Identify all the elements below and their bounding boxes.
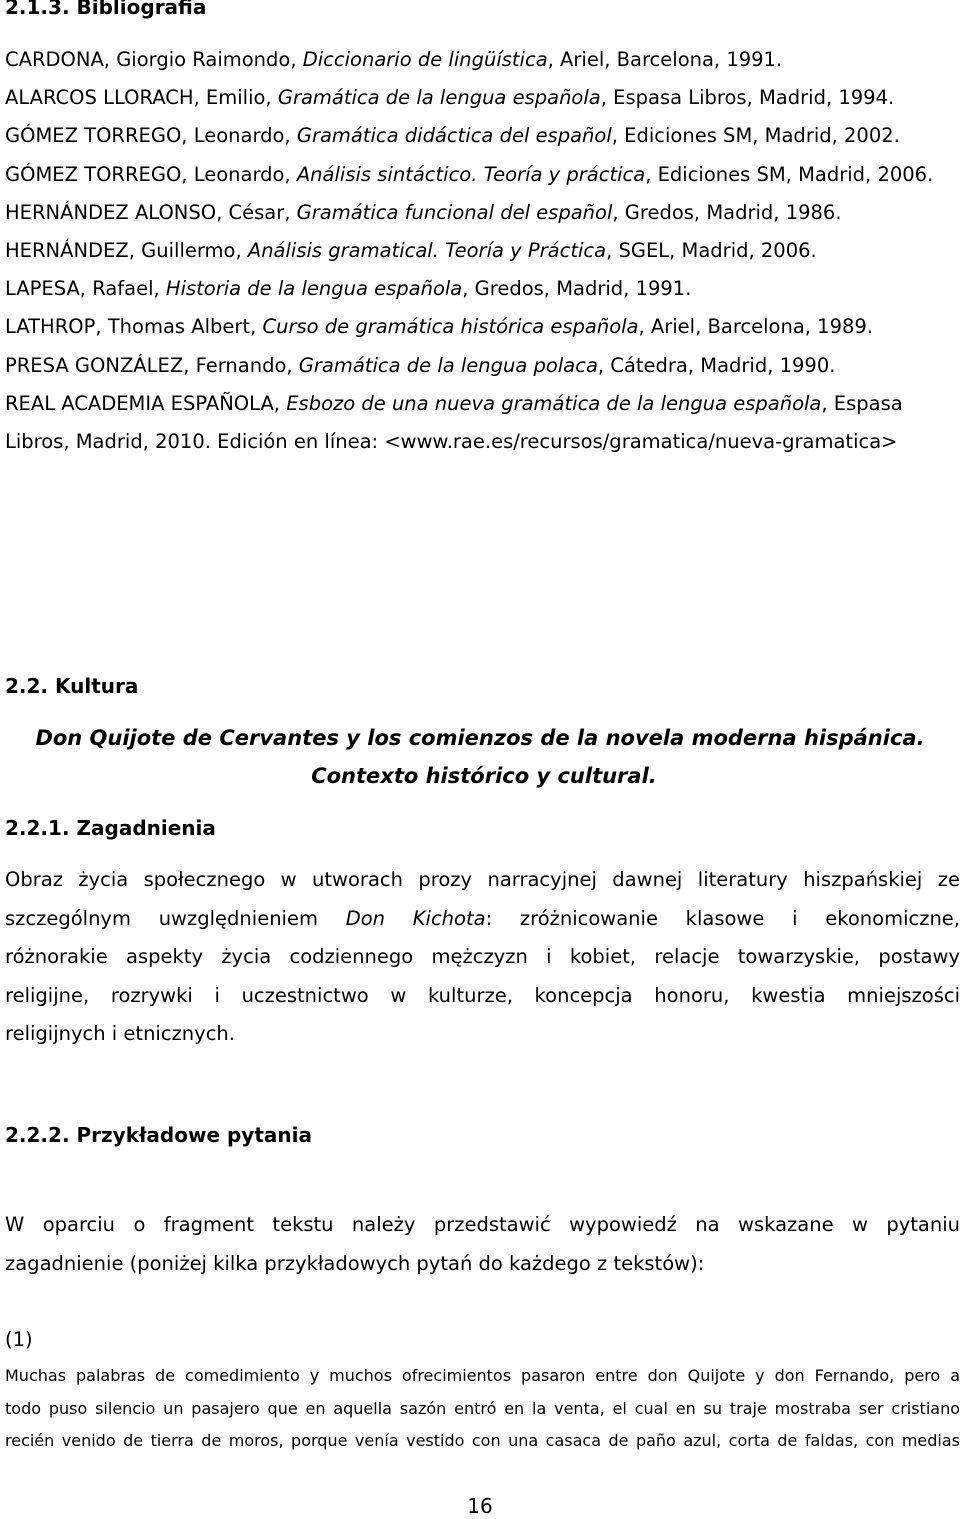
section-title-zagadnienia: 2.2.1. Zagadnienia xyxy=(5,816,216,840)
pytania-intro-line-2: zagadnienie (poniżej kilka przykładowych pytań do każdego z tekstów): xyxy=(5,1251,705,1275)
zagadnienia-line-5: religijnych i etnicznych. xyxy=(5,1022,235,1045)
bibliography-entry-author: HERNÁNDEZ, Guillermo, xyxy=(5,239,248,263)
section-title-bibliografia: 2.1.3. Bibliografia xyxy=(5,0,207,19)
bibliography-entry-title: Gramática de la lengua polaca xyxy=(298,353,598,377)
pytania-intro-line-1: W oparciu o fragment tekstu należy przedstawić wypowiedź na wskazane w pytaniu xyxy=(5,1213,960,1236)
bibliography-entry-title: Gramática de la lengua española xyxy=(277,86,601,110)
bibliography-entry xyxy=(5,232,960,270)
bibliography-entry-title: Diccionario de lingüística xyxy=(302,48,548,71)
bibliography-entry-author: LAPESA, Rafael, xyxy=(5,277,166,301)
bibliography-entry-title: Análisis sintáctico. Teoría y práctica xyxy=(296,162,646,186)
kultura-heading-line2: Contexto histórico y cultural. xyxy=(311,764,657,788)
bibliography-entry-title: Esbozo de una nueva gramática de la lengua española xyxy=(286,391,822,415)
zagadnienia-paragraph xyxy=(5,861,960,1054)
bibliography-list xyxy=(5,41,960,461)
bibliography-entry xyxy=(5,270,960,308)
bibliography-entry-title: Curso de gramática histórica española xyxy=(262,315,639,339)
kultura-heading-line1: Don Quijote de Cervantes y los comienzos de la novela moderna hispánica. xyxy=(35,726,925,750)
section-title-pytania: 2.2.2. Przykładowe pytania xyxy=(5,1123,312,1147)
bibliography-entry-title: Historia de la lengua española xyxy=(165,277,463,301)
bibliography-entry-rest: , Ariel, Barcelona, 1989. xyxy=(638,315,874,339)
bibliography-entry-title: Gramática didáctica del español xyxy=(296,124,612,148)
quote-line-3: recién venido de tierra de moros, porque venía vestido con una casaca de paño azul, corta de faldas, con medias xyxy=(5,1431,960,1450)
bibliography-entry-rest: , SGEL, Madrid, 2006. xyxy=(606,239,817,263)
zagadnienia-line-2: szczególnym uwzględnieniem Don Kichota: zróżnicowanie klasowe i ekonomiczne, xyxy=(5,906,960,930)
bibliography-entry-rest: , Ediciones SM, Madrid, 2006. xyxy=(645,162,934,186)
bibliography-entry xyxy=(5,347,960,385)
quote-text xyxy=(5,1360,960,1458)
bibliography-entry-rest: , Espasa Libros, Madrid, 1994. xyxy=(600,86,895,110)
bibliography-entry-rest: , Ariel, Barcelona, 1991. xyxy=(547,48,783,71)
bibliography-entry xyxy=(5,194,960,232)
bibliography-entry-author: GÓMEZ TORREGO, Leonardo, xyxy=(5,124,297,148)
zagadnienia-line-4: religijne, rozrywki i uczestnictwo w kulturze, koncepcja honoru, kwestia mniejszości xyxy=(5,983,960,1007)
bibliography-entry-author: LATHROP, Thomas Albert, xyxy=(5,315,263,339)
section-title-kultura: 2.2. Kultura xyxy=(5,674,139,698)
bibliography-entry xyxy=(5,41,960,79)
bibliography-entry-rest: , Cátedra, Madrid, 1990. xyxy=(597,353,836,377)
bibliography-entry xyxy=(5,385,960,461)
quote-line-1: Muchas palabras de comedimiento y muchos ofrecimientos pasaron entre don Quijote y don Fernando, pero a xyxy=(5,1366,960,1385)
bibliography-entry xyxy=(5,79,960,117)
bibliography-entry-rest: , Espasa Libros, Madrid, 2010. Edición en línea: <www.rae.es/recursos/gramatica/nueva-gramatica> xyxy=(5,391,903,454)
bibliography-entry-author: ALARCOS LLORACH, Emilio, xyxy=(5,86,278,110)
zagadnienia-line-3: różnorakie aspekty życia codziennego mężczyzn i kobiet, relacje towarzyskie, postawy xyxy=(5,945,960,968)
bibliography-entry-author: HERNÁNDEZ ALONSO, César, xyxy=(5,200,297,224)
bibliography-entry-rest: , Gredos, Madrid, 1991. xyxy=(462,277,692,301)
bibliography-entry-rest: , Ediciones SM, Madrid, 2002. xyxy=(611,124,900,148)
bibliography-entry xyxy=(5,117,960,155)
quote-line-2: todo puso silencio un pasajero que en aquella sazón entró en la venta, el cual en su traje mostraba ser cristiano xyxy=(5,1398,960,1418)
bibliography-entry-author: CARDONA, Giorgio Raimondo, xyxy=(5,48,303,71)
bibliography-entry-title: Gramática funcional del español xyxy=(296,200,613,224)
bibliography-entry-author: GÓMEZ TORREGO, Leonardo, xyxy=(5,162,297,186)
zagadnienia-line-1: Obraz życia społecznego w utworach prozy narracyjnej dawnej literatury hiszpańskiej ze xyxy=(5,868,960,891)
bibliography-entry xyxy=(5,308,960,346)
question-number: (1) xyxy=(5,1328,33,1351)
bibliography-entry-rest: , Gredos, Madrid, 1986. xyxy=(612,200,842,224)
bibliography-entry-author: REAL ACADEMIA ESPAÑOLA, xyxy=(5,391,287,415)
bibliography-entry xyxy=(5,156,960,194)
bibliography-entry-author: PRESA GONZÁLEZ, Fernando, xyxy=(5,353,299,377)
page-number: 16 xyxy=(467,1494,493,1518)
bibliography-entry-title: Análisis gramatical. Teoría y Práctica xyxy=(247,239,607,263)
pytania-intro xyxy=(5,1206,960,1283)
